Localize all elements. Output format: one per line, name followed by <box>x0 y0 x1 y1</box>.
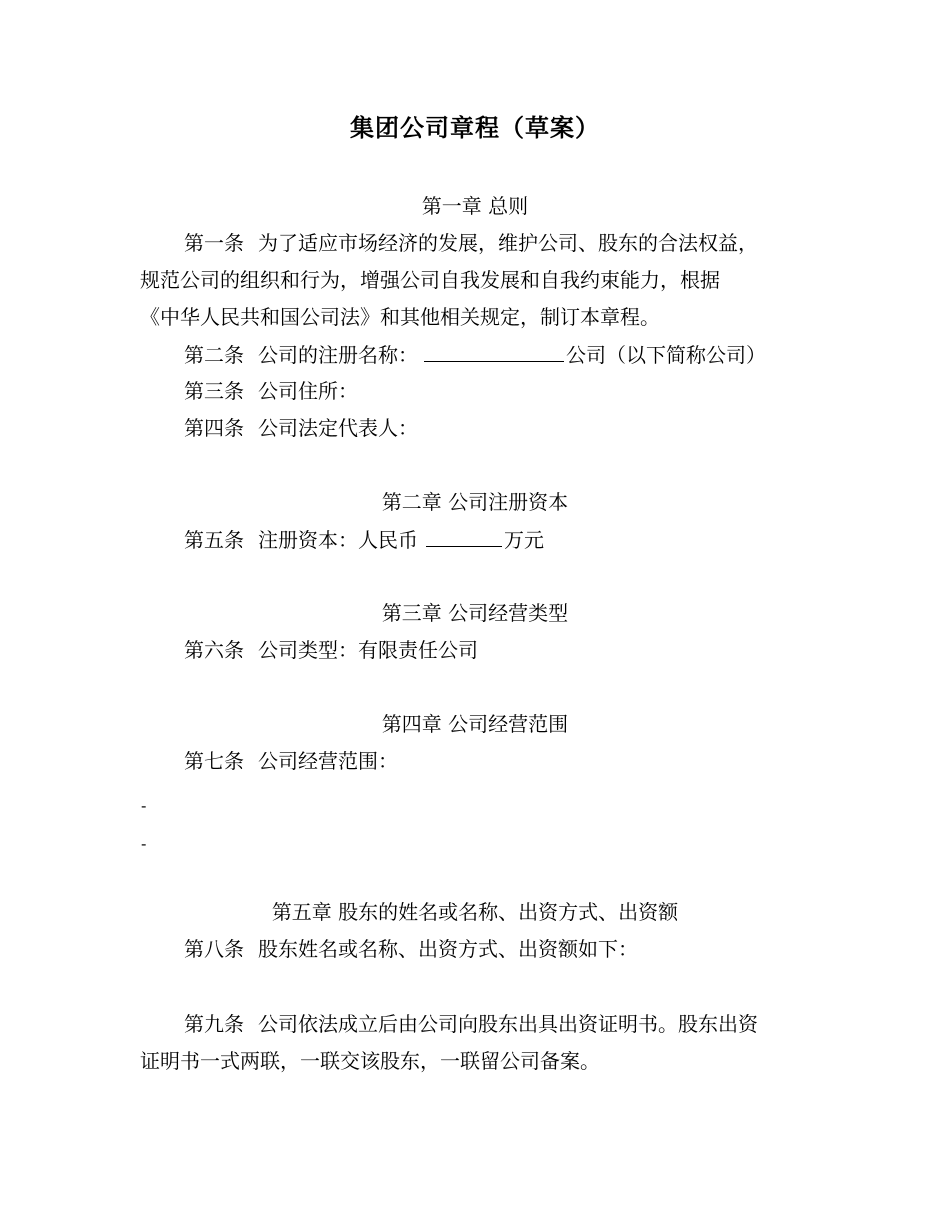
article-2-text-after: 公司（以下简称公司） <box>566 343 766 367</box>
article-1-text-1: 为了适应市场经济的发展，维护公司、股东的合法权益， <box>258 231 758 255</box>
article-1-line-3: 《中华人民共和国公司法》和其他相关规定，制订本章程。 <box>140 305 660 329</box>
document-title: 集团公司章程（草案） <box>350 113 600 142</box>
chapter-5-heading: 第五章 股东的姓名或名称、出资方式、出资额 <box>271 900 679 924</box>
capital-amount-blank <box>426 526 502 547</box>
chapter-1-heading: 第一章 总则 <box>421 194 529 218</box>
article-8-number: 第八条 <box>184 937 244 961</box>
article-9-line-1 <box>184 1011 758 1037</box>
article-2 <box>184 341 766 367</box>
article-9-text-1: 公司依法成立后由公司向股东出具出资证明书。股东出资 <box>258 1012 758 1036</box>
article-6 <box>184 637 478 663</box>
article-1-number: 第一条 <box>184 231 244 255</box>
article-8 <box>184 936 638 962</box>
article-7 <box>184 748 398 774</box>
article-3-text: 公司住所： <box>258 379 358 403</box>
article-4-number: 第四条 <box>184 416 244 440</box>
article-5-text-before: 注册资本：人民币 <box>258 528 418 552</box>
article-5 <box>184 526 544 552</box>
article-5-text-after: 万元 <box>504 528 544 552</box>
chapter-4-heading: 第四章 公司经营范围 <box>381 712 569 736</box>
chapter-2-heading: 第二章 公司注册资本 <box>381 490 569 514</box>
article-5-number: 第五条 <box>184 528 244 552</box>
article-4 <box>184 415 418 441</box>
article-7-number: 第七条 <box>184 749 244 773</box>
article-6-text: 公司类型：有限责任公司 <box>258 638 478 662</box>
article-1-line-1 <box>184 230 758 256</box>
article-3-number: 第三条 <box>184 379 244 403</box>
article-9-number: 第九条 <box>184 1012 244 1036</box>
article-9-line-2: 证明书一式两联，一联交该股东，一联留公司备案。 <box>140 1049 600 1073</box>
article-2-text-before: 公司的注册名称： <box>258 343 418 367</box>
article-1-line-2: 规范公司的组织和行为，增强公司自我发展和自我约束能力，根据 <box>140 268 720 292</box>
article-6-number: 第六条 <box>184 638 244 662</box>
article-4-text: 公司法定代表人： <box>258 416 418 440</box>
article-3 <box>184 378 358 404</box>
business-scope-dash-1: - <box>141 796 147 815</box>
business-scope-dash-2: - <box>141 834 147 853</box>
chapter-3-heading: 第三章 公司经营类型 <box>381 601 569 625</box>
company-name-blank <box>424 341 564 362</box>
article-7-text: 公司经营范围： <box>258 749 398 773</box>
article-8-text: 股东姓名或名称、出资方式、出资额如下： <box>258 937 638 961</box>
article-2-number: 第二条 <box>184 343 244 367</box>
